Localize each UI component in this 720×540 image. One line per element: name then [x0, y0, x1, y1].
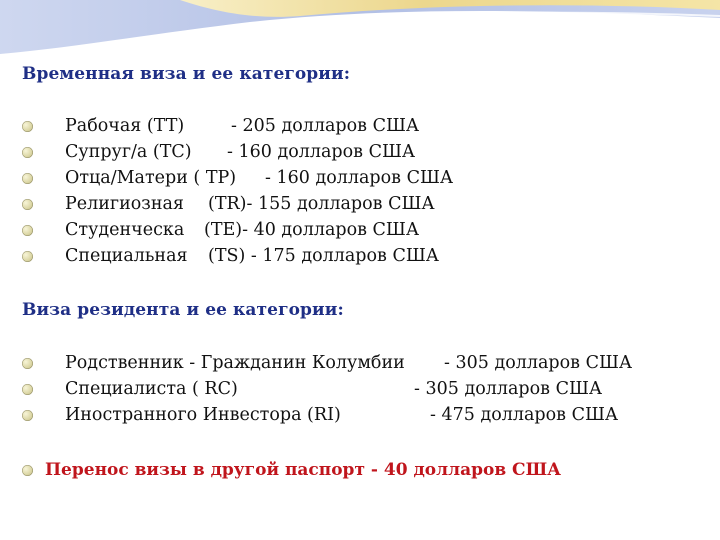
item-price: - 205 долларов США: [231, 116, 420, 136]
item-name: Религиозная: [65, 194, 184, 214]
bullet-icon: [22, 410, 33, 421]
item-name: Супруг/а (TC): [65, 142, 192, 162]
bullet-icon: [22, 384, 33, 395]
item-price: - 305 долларов США: [414, 379, 603, 399]
bullet-icon: [22, 225, 33, 236]
bullet-icon: [22, 147, 33, 158]
header-swoosh-decoration: [0, 0, 720, 60]
item-price: (TE)- 40 долларов США: [204, 220, 420, 240]
item-price: (TR)- 155 долларов США: [208, 194, 435, 214]
temporary-visa-title: Временная виза и ее категории:: [22, 64, 351, 84]
item-price: - 305 долларов США: [444, 353, 633, 373]
item-price: - 160 долларов США: [227, 142, 416, 162]
bullet-icon: [22, 173, 33, 184]
bullet-icon: [22, 199, 33, 210]
bullet-icon: [22, 465, 33, 476]
item-name: Студенческа: [65, 220, 185, 240]
item-name: Отца/Матери ( TP): [65, 168, 237, 188]
item-price: (TS) - 175 долларов США: [208, 246, 440, 266]
item-price: - 475 долларов США: [430, 405, 619, 425]
bullet-icon: [22, 358, 33, 369]
item-name: Родственник - Гражданин Колумбии: [65, 353, 405, 373]
item-price: - 160 долларов США: [265, 168, 454, 188]
bullet-icon: [22, 251, 33, 262]
item-name: Иностранного Инвестора (RI): [65, 405, 341, 425]
item-name: Специальная: [65, 246, 188, 266]
item-name: Специалиста ( RC): [65, 379, 238, 399]
resident-visa-title: Виза резидента и ее категории:: [22, 300, 344, 320]
bullet-icon: [22, 121, 33, 132]
transfer-text: Перенос визы в другой паспорт - 40 долларов США: [45, 460, 561, 480]
item-name: Рабочая (TT): [65, 116, 185, 136]
